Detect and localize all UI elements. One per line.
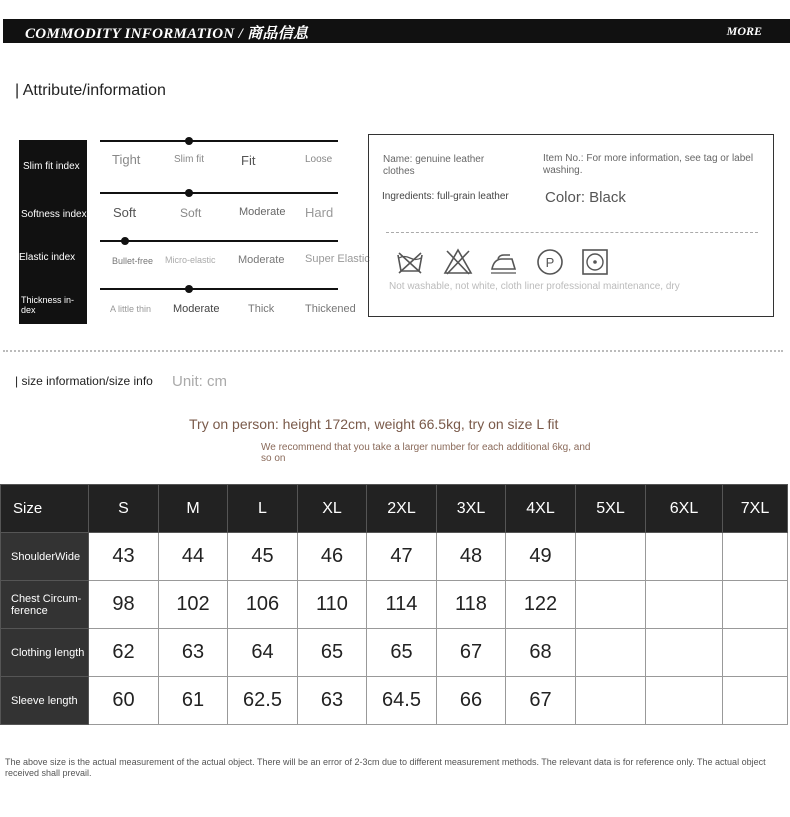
row-label-clothing-length: Clothing length (1, 629, 89, 677)
slider-option: Moderate (239, 206, 286, 218)
no-bleach-icon (443, 247, 473, 277)
slider-option: Loose (305, 154, 333, 165)
size-header-label: Size (1, 485, 89, 533)
size-recommendation: We recommend that you take a larger number for each additional 6kg, and so on (261, 442, 591, 464)
slider-option: Moderate (238, 254, 285, 266)
table-cell (723, 629, 788, 677)
index-label-thickness: Thickness in-dex (21, 295, 75, 315)
slider-track (100, 192, 338, 194)
slider-marker (185, 189, 193, 197)
slider-option: Slim fit (174, 154, 204, 165)
table-cell: 66 (437, 677, 506, 725)
table-cell: 64 (228, 629, 298, 677)
table-cell: 98 (89, 581, 159, 629)
table-cell: 62.5 (228, 677, 298, 725)
table-cell: 44 (159, 533, 228, 581)
size-column-header: S (89, 485, 159, 533)
more-link[interactable]: MORE (726, 24, 762, 38)
table-cell (723, 533, 788, 581)
table-row (1, 533, 788, 581)
slider-marker (121, 237, 129, 245)
slider-track (100, 140, 338, 142)
row-label-chest: Chest Circum-ference (1, 581, 89, 629)
table-cell (646, 677, 723, 725)
no-wash-icon (395, 247, 425, 277)
table-cell: 64.5 (367, 677, 437, 725)
table-cell: 118 (437, 581, 506, 629)
slider-option: Hard (305, 205, 334, 220)
size-table (0, 484, 788, 725)
slider-option: Bullet-free (112, 256, 154, 266)
table-cell: 114 (367, 581, 437, 629)
slider-option: Tight (112, 152, 141, 167)
slider-thickness (100, 284, 370, 324)
slider-elastic (100, 236, 370, 276)
size-column-header: 7XL (723, 485, 788, 533)
table-cell: 102 (159, 581, 228, 629)
size-column-header: 5XL (576, 485, 646, 533)
index-label-elastic: Elastic index (19, 252, 76, 263)
table-cell: 60 (89, 677, 159, 725)
table-cell: 48 (437, 533, 506, 581)
slider-track (100, 288, 338, 290)
try-on-note: Try on person: height 172cm, weight 66.5kg, try on size L fit (189, 416, 559, 432)
table-row (1, 629, 788, 677)
table-cell: 46 (298, 533, 367, 581)
slider-option: Fit (241, 153, 256, 168)
slider-track (100, 240, 338, 242)
attribute-section-title: | Attribute/information (15, 82, 166, 99)
slider-option: Thickened (305, 303, 356, 315)
size-column-header: 6XL (646, 485, 723, 533)
product-name: Name: genuine leather clothes (383, 154, 485, 177)
size-column-header: 4XL (506, 485, 576, 533)
slider-option: Micro-elastic (165, 255, 216, 265)
table-cell: 65 (298, 629, 367, 677)
care-note: Not washable, not white, cloth liner professional maintenance, dry (389, 281, 680, 292)
table-cell: 63 (298, 677, 367, 725)
row-label-sleeve-length: Sleeve length (1, 677, 89, 725)
table-cell: 63 (159, 629, 228, 677)
section-separator (3, 350, 783, 352)
ingredients: Ingredients: full-grain leather (382, 191, 509, 202)
slider-option: Super Elastic (305, 253, 370, 265)
table-cell (646, 581, 723, 629)
product-info-box (368, 134, 774, 317)
table-cell: 65 (367, 629, 437, 677)
table-cell (576, 581, 646, 629)
size-column-header: M (159, 485, 228, 533)
table-cell: 68 (506, 629, 576, 677)
slider-slim-fit (100, 136, 370, 176)
slider-option: A little thin (110, 304, 152, 314)
item-number: Item No.: For more information, see tag or label washing. (543, 153, 754, 176)
header-bar (3, 19, 790, 43)
table-cell: 62 (89, 629, 159, 677)
slider-marker (185, 285, 193, 293)
slider-softness (100, 188, 370, 228)
table-cell: 45 (228, 533, 298, 581)
table-cell (576, 533, 646, 581)
index-label-softness: Softness index (21, 209, 87, 220)
table-cell: 122 (506, 581, 576, 629)
slider-option: Soft (113, 205, 137, 220)
table-cell: 43 (89, 533, 159, 581)
table-cell (646, 629, 723, 677)
table-cell (646, 533, 723, 581)
table-cell: 49 (506, 533, 576, 581)
row-label-shoulder: ShoulderWide (1, 533, 89, 581)
size-header-row (1, 485, 788, 533)
svg-text:P: P (545, 255, 555, 270)
slider-option: Thick (248, 303, 275, 315)
header-title: COMMODITY INFORMATION / 商品信息 (25, 26, 309, 42)
size-footnote: The above size is the actual measurement of the actual object. There will be an error of 2-3cm due to different measurement methods. The relevant data is for reference only. The actual object received shall prevail. (5, 757, 766, 778)
table-cell (723, 677, 788, 725)
size-column-header: 3XL (437, 485, 506, 533)
table-row (1, 581, 788, 629)
slider-marker (185, 137, 193, 145)
index-label-column (19, 140, 87, 324)
table-cell: 67 (437, 629, 506, 677)
table-cell (576, 629, 646, 677)
table-cell (723, 581, 788, 629)
slider-option: Moderate (173, 303, 220, 315)
table-cell: 47 (367, 533, 437, 581)
color-value: Color: Black (545, 189, 626, 206)
dry-clean-p-icon (535, 247, 565, 277)
table-cell: 110 (298, 581, 367, 629)
slider-option: Soft (180, 206, 202, 220)
size-section-title: | size information/size info (15, 374, 153, 388)
info-divider (386, 232, 758, 233)
table-cell (576, 677, 646, 725)
iron-low-icon (488, 247, 518, 277)
unit-label: Unit: cm (172, 373, 228, 390)
table-cell: 61 (159, 677, 228, 725)
tumble-dry-icon (580, 247, 610, 277)
size-column-header: XL (298, 485, 367, 533)
size-column-header: 2XL (367, 485, 437, 533)
index-label-slim-fit: Slim fit index (23, 161, 80, 172)
size-column-header: L (228, 485, 298, 533)
table-cell: 67 (506, 677, 576, 725)
table-cell: 106 (228, 581, 298, 629)
table-row (1, 677, 788, 725)
